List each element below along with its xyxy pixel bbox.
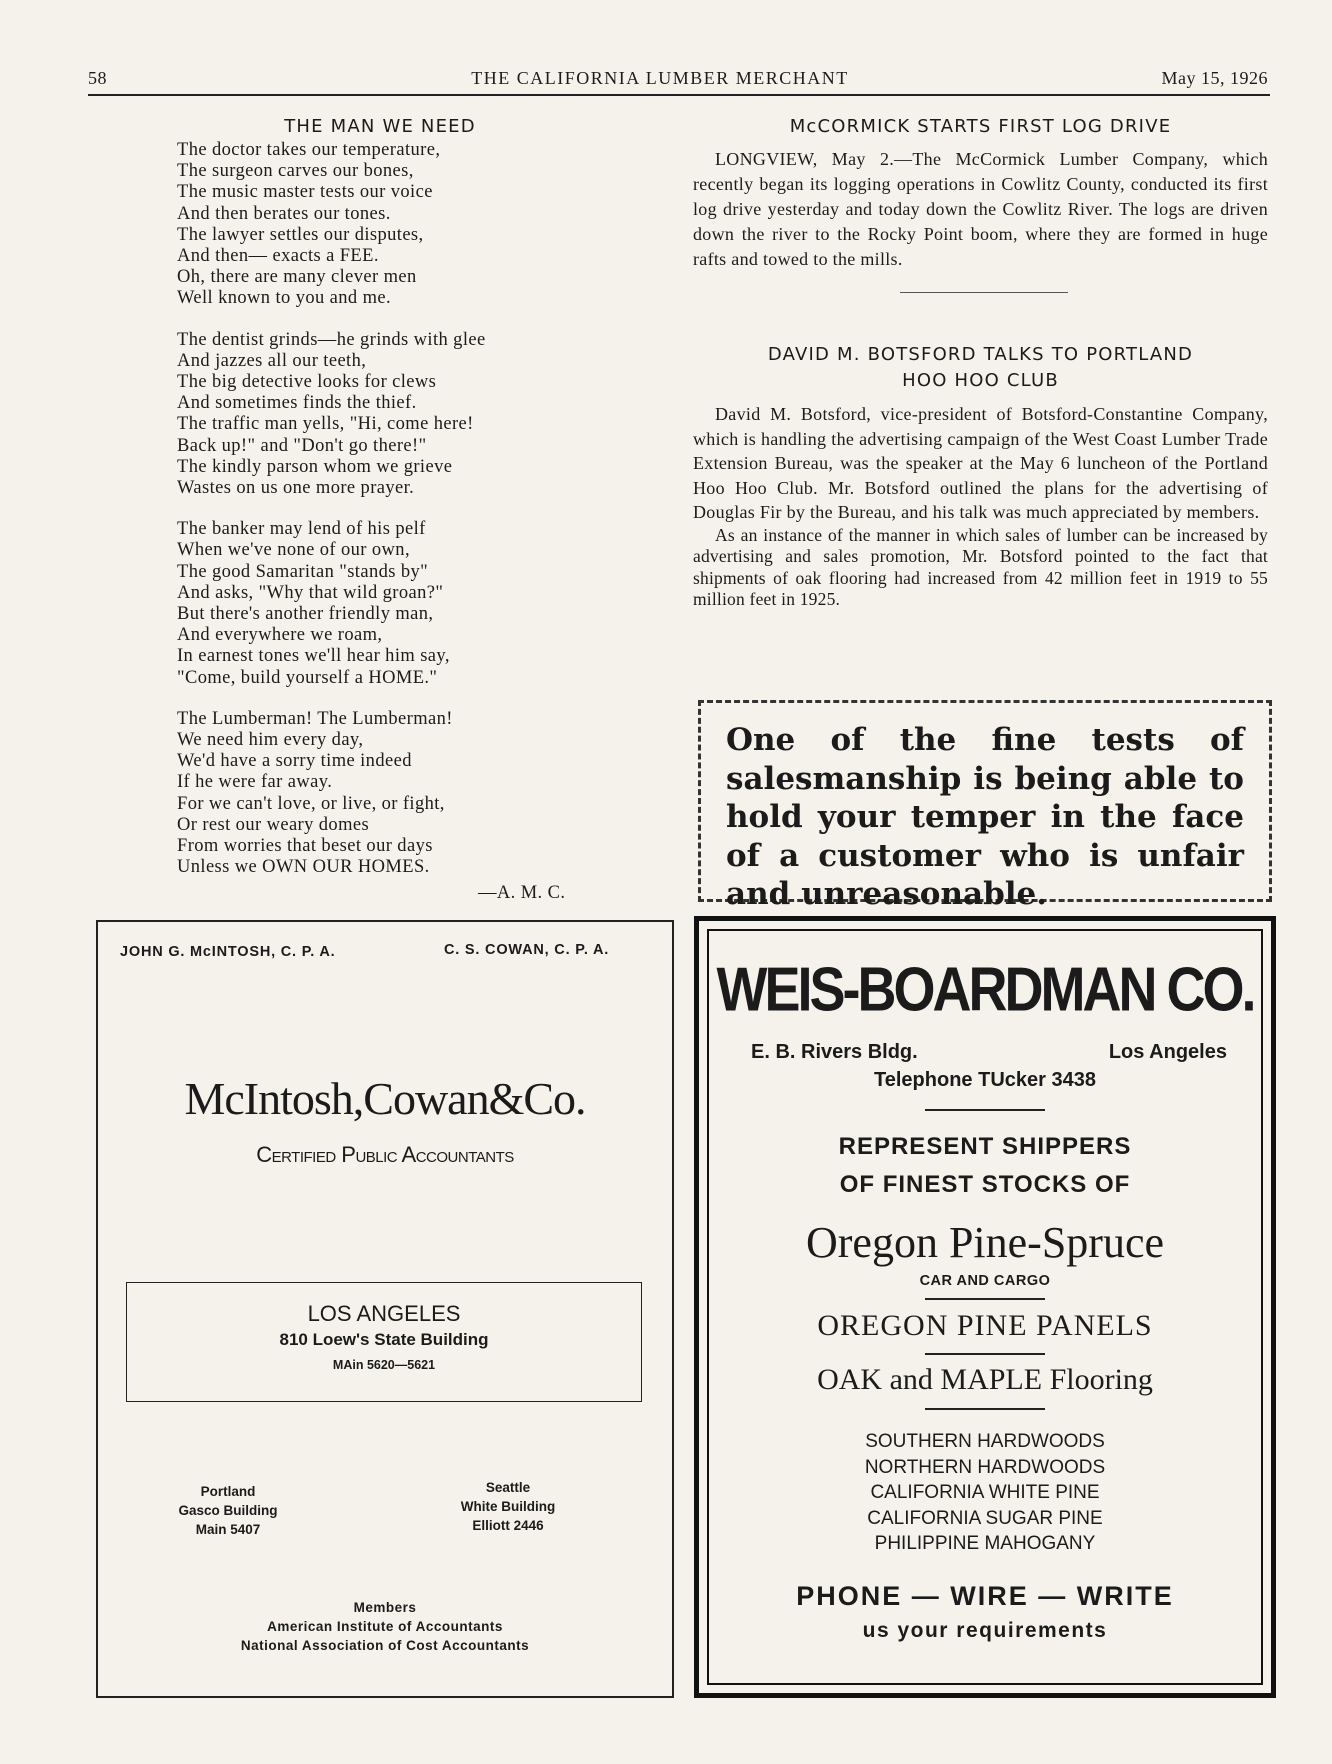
poem-line: And jazzes all our teeth, (177, 350, 367, 371)
call-to-action-sub: us your requirements (862, 1619, 1108, 1642)
oak-maple-flooring: OAK and MAPLE Flooring (817, 1363, 1153, 1396)
seattle-line: White Building (460, 1499, 556, 1514)
mcintosh-ad (96, 920, 674, 1698)
stanza-4 (177, 709, 597, 879)
poem-line: The traffic man yells, "Hi, come here! (177, 414, 474, 435)
poem-line: If he were far away. (177, 772, 333, 793)
poem-signature: —A. M. C. (478, 883, 566, 903)
office-phone: MAin 5620—5621 (332, 1358, 436, 1372)
portland-line: Gasco Building (178, 1503, 278, 1518)
poem-line: The big detective looks for clews (177, 372, 437, 393)
poem-line: We'd have a sorry time indeed (177, 751, 412, 772)
stanza-2 (177, 330, 597, 500)
membership-line: American Institute of Accountants (267, 1619, 503, 1634)
firm-name: McIntosh,Cowan&Co. (184, 1073, 586, 1124)
poem-line: The doctor takes our temperature, (177, 140, 441, 160)
company-city: Los Angeles (1108, 1041, 1227, 1063)
page-number: 58 (88, 68, 107, 88)
article-divider (900, 292, 1068, 293)
portland-line: Main 5407 (195, 1522, 261, 1537)
poem-line: The kindly parson whom we grieve (177, 456, 453, 477)
office-address: 810 Loew's State Building (279, 1330, 489, 1349)
article-2-para: As an instance of the manner in which sales of lumber can be increased by advertising and sales promotion, Mr. Botsford pointed to the fact that shipments of oak flooring had increased from 42 million feet in 1919 to 55 million feet in 1925. (693, 524, 1268, 610)
firm-subtitle: Certified Public Accountants (256, 1142, 514, 1167)
poem-line: And asks, "Why that wild groan?" (177, 582, 444, 603)
office-city: LOS ANGELES (307, 1301, 461, 1326)
article-2-title (693, 342, 1268, 394)
article-2-title-line: DAVID M. BOTSFORD TALKS TO PORTLAND (767, 344, 1194, 365)
product-oregon: Oregon Pine-Spruce (805, 1218, 1164, 1267)
los-angeles-office-box (126, 1282, 642, 1402)
poem-line: And then— exacts a FEE. (177, 246, 379, 267)
poem (177, 140, 597, 879)
ad-rule (925, 1408, 1045, 1410)
poem-line: And everywhere we roam, (177, 625, 383, 646)
poem-line: The surgeon carves our bones, (177, 161, 414, 182)
article-2-para: David M. Botsford, vice-president of Botsford-Constantine Company, which is handling the advertising campaign of the West Coast Lumber Trade Extension Bureau, was the speaker at the May 6 luncheon of the Portland Hoo Hoo Club. Mr. Botsford outlined the plans for the advertising of Douglas Fir by the Bureau, and his talk was much appreciated by members. (693, 404, 1268, 522)
poem-line: Or rest our weary domes (177, 814, 370, 835)
wood-item: CALIFORNIA WHITE PINE (870, 1482, 1100, 1503)
quote-text: One of the fine tests of salesmanship is being able to hold your temper in the face of a customer who is unfair and unreasonable. (726, 722, 1244, 912)
article-2-title-line: HOO HOO CLUB (902, 370, 1059, 391)
partner-cowan: C. S. COWAN, C. P. A. (444, 942, 610, 958)
article-1-body: LONGVIEW, May 2.—The McCormick Lumber Company, which recently began its logging operations in Cowlitz County, conducted its first log drive yesterday and today down the Cowlitz River. The logs are driven down the river to the Rocky Point boom, where they are formed in huge rafts and towed to the mills. (693, 149, 1268, 269)
partner-mcintosh: JOHN G. McINTOSH, C. P. A. (120, 944, 336, 960)
poem-line: Well known to you and me. (177, 288, 392, 309)
poem-line: When we've none of our own, (177, 540, 410, 561)
hardwood-list (699, 1429, 1271, 1557)
membership-line: National Association of Cost Accountants (240, 1638, 530, 1653)
poem-line: The music master tests our voice (177, 182, 433, 203)
poem-line: "Come, build yourself a HOME." (177, 667, 438, 688)
seattle-office (438, 1478, 578, 1535)
company-phone: Telephone TUcker 3438 (874, 1069, 1096, 1091)
article-1-title: McCORMICK STARTS FIRST LOG DRIVE (789, 116, 1172, 137)
poem-line: Unless we OWN OUR HOMES. (177, 857, 430, 878)
publication-title: THE CALIFORNIA LUMBER MERCHANT (471, 68, 849, 88)
wood-item: SOUTHERN HARDWOODS (865, 1431, 1105, 1452)
stanza-3 (177, 519, 597, 689)
stanza-1 (177, 140, 597, 310)
represent-line-1: REPRESENT SHIPPERS (838, 1133, 1132, 1160)
portland-line: Portland (200, 1484, 256, 1499)
poem-line: In earnest tones we'll hear him say, (177, 646, 450, 667)
wood-item: NORTHERN HARDWOODS (864, 1456, 1106, 1478)
poem-line: Back up!" and "Don't go there!" (177, 435, 427, 456)
poem-line: From worries that beset our days (177, 836, 433, 857)
seattle-line: Seattle (485, 1480, 531, 1495)
poem-line: We need him every day, (177, 730, 364, 751)
header-rule (88, 94, 1270, 96)
represent-line-2: OF FINEST STOCKS OF (839, 1171, 1131, 1198)
poem-line: The lawyer settles our disputes, (177, 224, 424, 245)
poem-line: For we can't love, or live, or fight, (177, 793, 445, 814)
company-name: WEIS-BOARDMAN CO. (716, 955, 1254, 1025)
quote-box (698, 700, 1272, 912)
memberships (98, 1598, 672, 1655)
poem-line: Oh, there are many clever men (177, 267, 417, 288)
poem-line: Wastes on us one more prayer. (177, 478, 415, 499)
ad-rule (925, 1109, 1045, 1111)
poem-line: The good Samaritan "stands by" (177, 561, 429, 582)
poem-line: The Lumberman! The Lumberman! (177, 708, 453, 729)
poem-line: But there's another friendly man, (177, 604, 434, 625)
oregon-pine-panels: OREGON PINE PANELS (817, 1309, 1153, 1342)
car-and-cargo: CAR AND CARGO (919, 1273, 1051, 1289)
portland-office (158, 1482, 298, 1539)
poem-line: The dentist grinds—he grinds with glee (177, 329, 486, 350)
wood-item: PHILIPPINE MAHOGANY (874, 1533, 1096, 1554)
seattle-line: Elliott 2446 (472, 1518, 544, 1533)
poem-line: And sometimes finds the thief. (177, 393, 417, 414)
membership-line: Members (353, 1600, 417, 1615)
article-2-body (693, 402, 1268, 611)
company-building: E. B. Rivers Bldg. (751, 1041, 918, 1063)
issue-date: May 15, 1926 (1161, 68, 1268, 88)
weis-boardman-ad (694, 916, 1276, 1698)
ad-rule (925, 1298, 1045, 1300)
poem-line: The banker may lend of his pelf (177, 519, 426, 540)
poem-title: THE MAN WE NEED (284, 116, 476, 137)
wood-item: CALIFORNIA SUGAR PINE (867, 1507, 1103, 1529)
ad-rule (925, 1353, 1045, 1355)
poem-line: And then berates our tones. (177, 203, 391, 224)
call-to-action: PHONE — WIRE — WRITE (796, 1581, 1174, 1611)
